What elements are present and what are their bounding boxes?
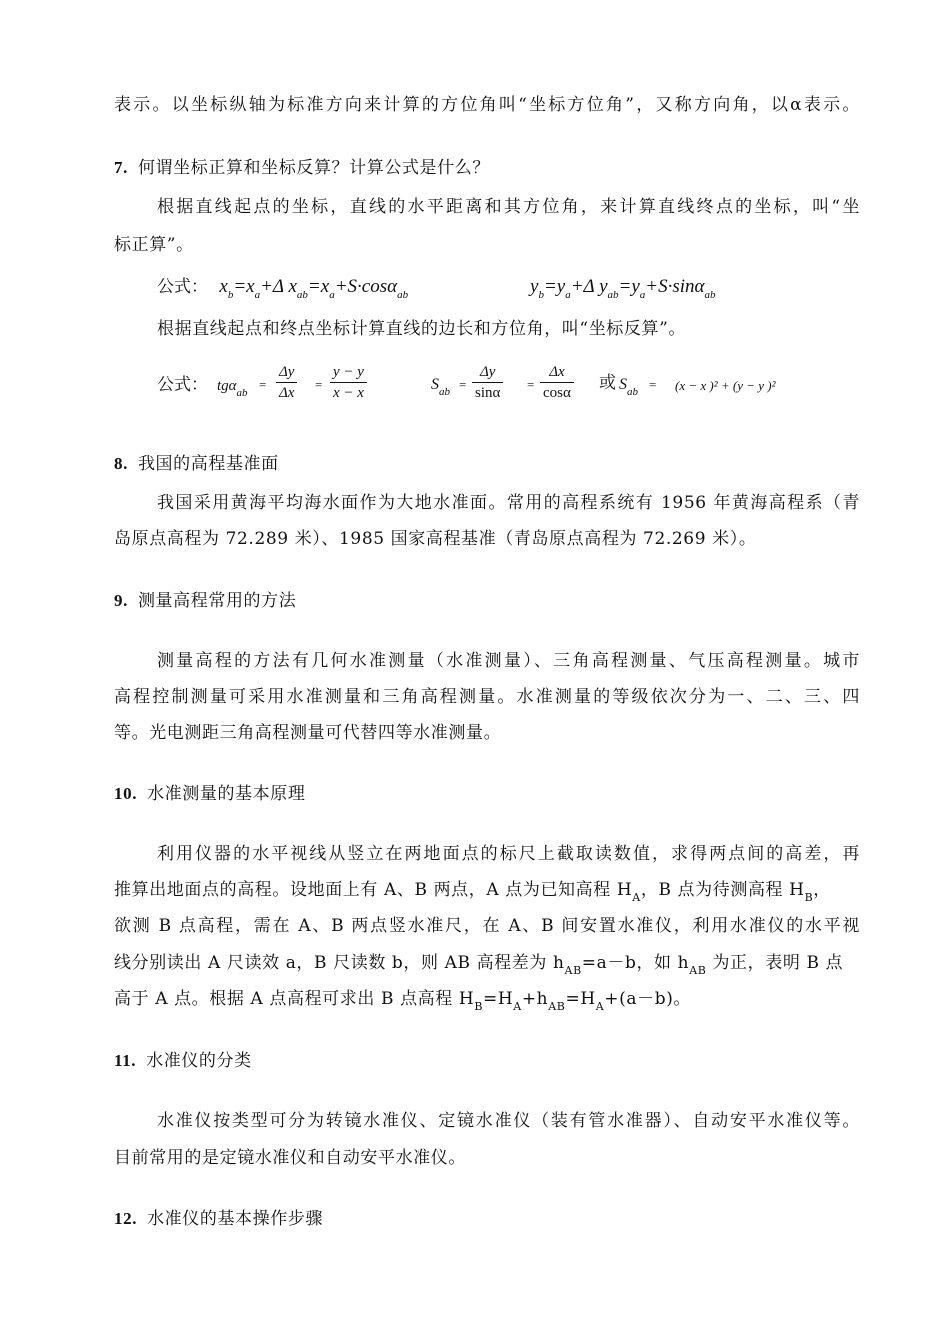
paragraph-line: 高于 A 点。根据 A 点高程可求出 B 点高程 $H_B=H_A+h_{AB}=H_A+(a-b)$。 [114, 989, 692, 1013]
paragraph-line: 推算出地面点的高程。设地面上有 A、B 两点，A 点为已知高程 $H_A$，B 点为待测高程 $H_B$， [114, 880, 831, 904]
paragraph-line: 水准仪按类型可分为转镜水准仪、定镜水准仪（装有管水准器）、自动安平水准仪等。 [157, 1111, 860, 1131]
paragraph-line: 等。光电测距三角高程测量可代替四等水准测量。 [114, 723, 502, 743]
paragraph-line: 标正算”。 [114, 235, 194, 255]
formula-inverse [157, 366, 860, 416]
formula-tg: tgα$_{ab}$ [217, 378, 248, 399]
sqrt-expression: (x − x )² + (y − y )² [675, 378, 776, 393]
section-heading-12 [114, 1208, 860, 1230]
equals-sign: = [527, 377, 535, 392]
fraction-dx-cos: $\frac{\Delta x}{\cos\alpha}$ [537, 362, 577, 403]
fraction-dy-sin: $\frac{\Delta y}{\sin\alpha}$ [469, 362, 506, 403]
paragraph-line: 岛原点高程为 72.289 米）、1985 国家高程基准（青岛原点高程为 72.269 米）。 [114, 529, 757, 549]
formula-forward [157, 276, 860, 306]
paragraph-line: 表示。以坐标纵轴为标准方向来计算的方位角叫“坐标方位角”，又称方向角，以α表示。 [114, 95, 860, 115]
paragraph-line: 根据直线起点和终点坐标计算直线的边长和方位角，叫“坐标反算”。 [157, 319, 686, 339]
or-word: 或 [599, 373, 616, 392]
fraction-y-x: $\frac{y - y}{x - x}$ [327, 362, 370, 403]
equals-sign: = [459, 377, 467, 392]
paragraph-line: 测量高程的方法有几何水准测量（水准测量）、三角高程测量、气压高程测量。城市 [157, 651, 860, 671]
heading-title: 测量高程常用的方法 [137, 591, 297, 611]
equals-sign: = [649, 377, 657, 392]
equals-sign: = [259, 377, 267, 392]
paragraph-line: 利用仪器的水平视线从竖立在两地面点的标尺上截取读数值，求得两点间的高差，再 [157, 844, 860, 864]
equals-sign: = [315, 377, 323, 392]
formula-label: 公式： [157, 375, 208, 395]
paragraph-line: 线分别读出 A 尺读效 a，B 尺读数 b，则 AB 高程差为 $h_{AB}=a-b$，如 $h_{AB}$ 为正，表明 B 点 [114, 953, 844, 977]
heading-title: 水准测量的基本原理 [147, 784, 306, 804]
paragraph-line: 我国采用黄海平均海水面作为大地水准面。常用的高程系统有 1956 年黄海高程系（青 [157, 493, 860, 513]
heading-number: 9. [114, 591, 128, 610]
heading-number: 10. [114, 784, 138, 803]
section-heading-9 [114, 590, 860, 612]
heading-number: 7. [114, 158, 128, 177]
paragraph-line: 目前常用的是定镜水准仪和自动安平水准仪。 [114, 1148, 466, 1168]
fraction-dy-dx: $\frac{\Delta y}{\Delta x}$ [273, 362, 300, 403]
heading-number: 12. [114, 1209, 138, 1228]
heading-title: 水准仪的分类 [146, 1051, 252, 1071]
heading-title: 我国的高程基准面 [137, 454, 279, 474]
heading-number: 11. [114, 1051, 137, 1070]
heading-title: 何谓坐标正算和坐标反算？计算公式是什么？ [137, 158, 490, 178]
heading-title: 水准仪的基本操作步骤 [147, 1209, 324, 1229]
section-heading-7 [114, 157, 860, 179]
formula-S: $S_{ab}$ [619, 376, 638, 398]
formula-S: $S_{ab}$ [431, 376, 450, 398]
paragraph-line: 高程控制测量可采用水准测量和三角高程测量。水准测量的等级依次分为一、二、三、四 [114, 687, 860, 707]
formula-y: $y_b=y_a+\Delta$ $y_{ab}=y_a+S\cdot\sin\alpha_{ab}$ [530, 276, 716, 301]
heading-number: 8. [114, 454, 128, 473]
paragraph-line: 根据直线起点的坐标，直线的水平距离和其方位角，来计算直线终点的坐标，叫“坐 [157, 197, 860, 217]
paragraph-line: 欲测 B 点高程，需在 A、B 两点竖水准尺，在 A、B 间安置水准仪，利用水准仪的水平视 [114, 916, 860, 936]
section-heading-10 [114, 783, 860, 805]
formula-label: 公式： [157, 277, 208, 297]
section-heading-8 [114, 453, 860, 475]
section-heading-11 [114, 1050, 860, 1072]
formula-x: $x_b=x_a+\Delta$ $x_{ab}=x_a+S\cdot\cos\alpha_{ab}$ [219, 276, 409, 301]
